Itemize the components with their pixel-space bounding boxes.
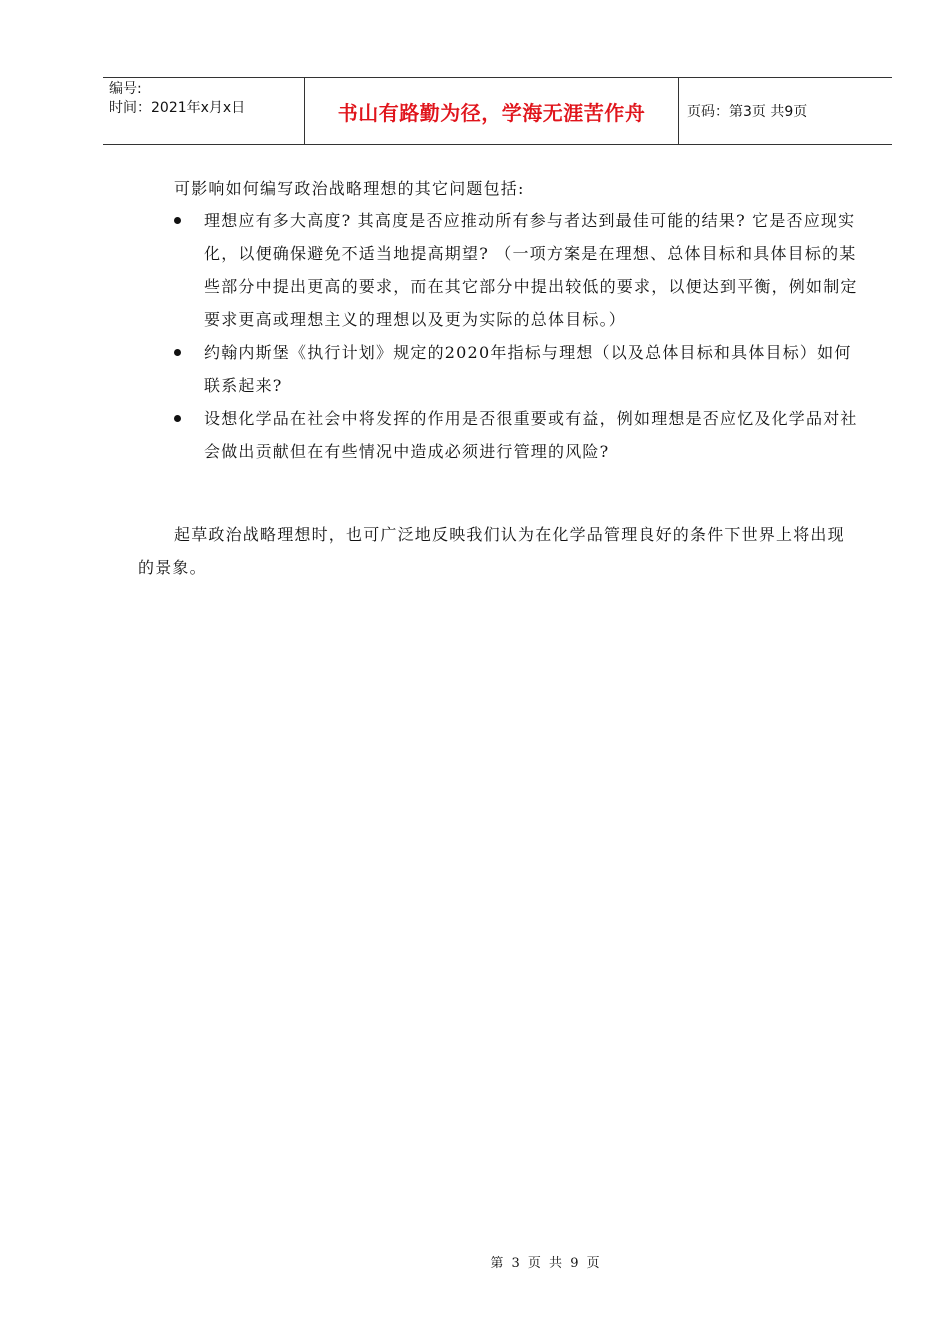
question-list (138, 204, 868, 468)
list-item (138, 336, 868, 402)
header-motto-cell (305, 78, 679, 144)
bullet-icon (174, 349, 181, 356)
bullet-icon (174, 217, 181, 224)
list-item (138, 402, 868, 468)
list-item-text: 约翰内斯堡《执行计划》规定的2020年指标与理想（以及总体目标和具体目标）如何联系起来? (204, 343, 852, 395)
document-date: 时间：2021年x月x日 (109, 100, 246, 116)
page-footer (0, 1252, 950, 1271)
intro-paragraph: 可影响如何编写政治战略理想的其它问题包括: (174, 179, 525, 198)
list-item (138, 204, 868, 336)
list-item-text: 设想化学品在社会中将发挥的作用是否很重要或有益，例如理想是否应忆及化学品对社会做出贡献但在有些情况中造成必须进行管理的风险? (204, 409, 858, 461)
document-number-label: 编号: (109, 81, 142, 97)
page-header (103, 77, 892, 145)
header-page-number: 页码：第3页 共9页 (687, 104, 808, 120)
header-motto: 书山有路勤为径，学海无涯苦作舟 (337, 100, 646, 125)
header-meta (103, 78, 305, 144)
closing-paragraph: 起草政治战略理想时，也可广泛地反映我们认为在化学品管理良好的条件下世界上将出现的景象。 (138, 525, 845, 577)
header-page-cell (679, 78, 892, 144)
list-item-text: 理想应有多大高度? 其高度是否应推动所有参与者达到最佳可能的结果? 它是否应现实化，以便确保避免不适当地提高期望? （一项方案是在理想、总体目标和具体目标的某些部分中提出更高的要求，而在其它部分中提出较低的要求，以便达到平衡，例如制定要求更高或理想主义的理想以及更为实际的总体目标。） (204, 211, 858, 329)
bullet-icon (174, 415, 181, 422)
footer-page-number: 第 3 页 共 9 页 (490, 1256, 602, 1271)
